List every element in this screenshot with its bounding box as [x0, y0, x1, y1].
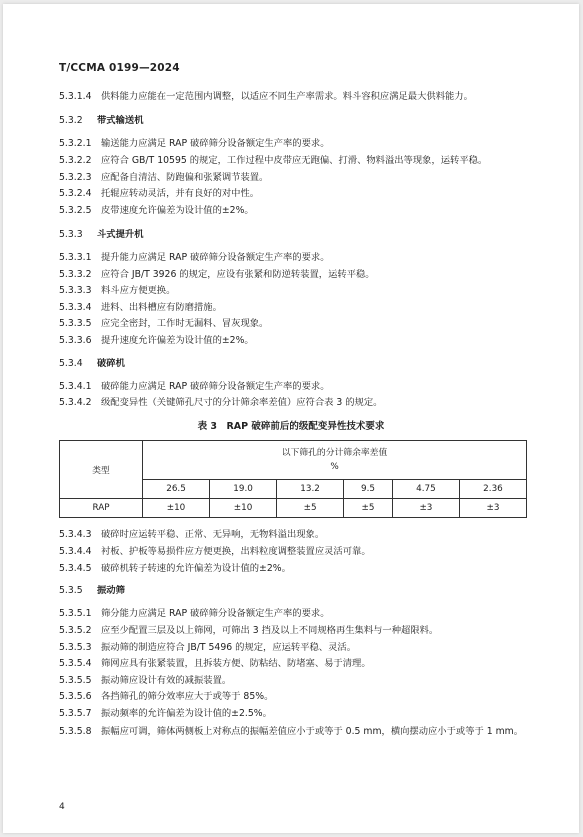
- clause-text: 应符合 GB/T 10595 的规定，工作过程中皮带应无跑偏、打滑、物料溢出等现象，运转平稳。: [101, 155, 488, 166]
- clause-5-3-5-5: [59, 674, 529, 687]
- clause-text: 振动筛的制造应符合 JB/T 5496 的规定，应运转平稳、灵活。: [101, 642, 356, 653]
- sieve-size-cell: 13.2: [277, 480, 344, 499]
- clause-number: 5.3.3.5: [59, 318, 92, 329]
- clause-number: 5.3.5.8: [59, 726, 92, 737]
- clause-text: 进料、出料槽应有防磨措施。: [101, 302, 222, 313]
- clause-5-3-5-6: [59, 690, 529, 703]
- value-cell: ±3: [392, 499, 459, 518]
- clause-5-3-3-2: [59, 268, 529, 281]
- section-heading-5-3-3: [59, 228, 529, 241]
- clause-text: 振动频率的允许偏差为设计值的±2.5%。: [101, 708, 272, 719]
- sieve-size-cell: 4.75: [392, 480, 459, 499]
- clause-number: 5.3.4.3: [59, 529, 92, 540]
- clause-5-3-1-4: [59, 90, 529, 103]
- clause-number: 5.3.2.5: [59, 205, 92, 216]
- clause-5-3-5-8: [59, 723, 529, 740]
- section-title: 带式输送机: [97, 115, 144, 126]
- clause-text: 应符合 JB/T 3926 的规定，应设有张紧和防逆转装置，运转平稳。: [101, 269, 375, 280]
- clause-number: 5.3.4.4: [59, 546, 92, 557]
- document-page: [3, 4, 579, 833]
- clause-number: 5.3.3.2: [59, 269, 92, 280]
- section-heading-5-3-5: [59, 584, 529, 597]
- clause-text: 皮带速度允许偏差为设计值的±2%。: [101, 205, 254, 216]
- clause-number: 5.3.5.3: [59, 642, 92, 653]
- clause-number: 5.3.3.3: [59, 285, 92, 296]
- clause-5-3-4-5: [59, 562, 529, 575]
- clause-5-3-4-4: [59, 545, 529, 558]
- clause-text: 各挡筛孔的筛分效率应大于或等于 85%。: [101, 691, 274, 702]
- clause-5-3-4-1: [59, 380, 529, 393]
- clause-number: 5.3.5.7: [59, 708, 92, 719]
- clause-text: 筛网应具有张紧装置，且拆装方便、防粘结、防堵塞、易于清理。: [101, 658, 371, 669]
- clause-5-3-2-5: [59, 204, 529, 217]
- clause-5-3-5-4: [59, 657, 529, 670]
- sieve-residue-header: [143, 441, 527, 480]
- clause-number: 5.3.2.1: [59, 138, 92, 149]
- sieve-size-cell: 26.5: [143, 480, 210, 499]
- clause-number: 5.3.4.5: [59, 563, 92, 574]
- sieve-size-cell: 19.0: [210, 480, 277, 499]
- clause-5-3-3-5: [59, 317, 529, 330]
- clause-5-3-3-3: [59, 284, 529, 297]
- clause-text: 提升速度允许偏差为设计值的±2%。: [101, 335, 254, 346]
- clause-number: 5.3.5.2: [59, 625, 92, 636]
- row-type-cell: RAP: [60, 499, 143, 518]
- clause-text: 应完全密封，工作时无漏料、冒灰现象。: [101, 318, 269, 329]
- section-heading-5-3-2: [59, 114, 529, 127]
- section-title: 斗式提升机: [97, 229, 144, 240]
- clause-5-3-2-3: [59, 171, 529, 184]
- clause-number: 5.3.5.4: [59, 658, 92, 669]
- section-number: 5.3.3: [59, 229, 83, 240]
- clause-text: 供料能力应能在一定范围内调整，以适应不同生产率需求。料斗容积应满足最大供料能力。: [101, 91, 473, 102]
- clause-5-3-5-7: [59, 707, 529, 720]
- clause-5-3-3-4: [59, 301, 529, 314]
- clause-number: 5.3.3.6: [59, 335, 92, 346]
- section-title: 振动筛: [97, 585, 125, 596]
- value-cell: ±5: [277, 499, 344, 518]
- sieve-size-cell: 2.36: [459, 480, 526, 499]
- value-cell: ±3: [459, 499, 526, 518]
- clause-number: 5.3.2.3: [59, 172, 92, 183]
- clause-text: 级配变异性（关键筛孔尺寸的分计筛余率差值）应符合表 3 的规定。: [101, 397, 383, 408]
- clause-5-3-2-2: [59, 154, 529, 167]
- clause-5-3-5-3: [59, 641, 529, 654]
- clause-number: 5.3.1.4: [59, 91, 92, 102]
- clause-number: 5.3.5.6: [59, 691, 92, 702]
- clause-5-3-5-1: [59, 607, 529, 620]
- clause-text: 应至少配置三层及以上筛网，可筛出 3 挡及以上不同规格再生集料与一种超限料。: [101, 625, 439, 636]
- clause-number: 5.3.3.1: [59, 252, 92, 263]
- clause-text: 输送能力应满足 RAP 破碎筛分设备额定生产率的要求。: [101, 138, 330, 149]
- clause-text: 托辊应转动灵活，并有良好的对中性。: [101, 188, 260, 199]
- clause-text: 破碎时应运转平稳、正常、无异响，无物料溢出现象。: [101, 529, 325, 540]
- clause-number: 5.3.4.1: [59, 381, 92, 392]
- clause-text: 应配备自清洁、防跑偏和张紧调节装置。: [101, 172, 269, 183]
- clause-text: 提升能力应满足 RAP 破碎筛分设备额定生产率的要求。: [101, 252, 330, 263]
- clause-5-3-4-2: [59, 396, 529, 409]
- section-title: 破碎机: [97, 358, 125, 369]
- section-number: 5.3.5: [59, 585, 83, 596]
- clause-5-3-3-6: [59, 334, 529, 347]
- clause-number: 5.3.2.4: [59, 188, 92, 199]
- value-cell: ±5: [344, 499, 393, 518]
- page-number: 4: [59, 802, 65, 812]
- grading-variability-table: [59, 440, 527, 518]
- sieve-residue-header-title: 以下筛孔的分计筛余率差值: [281, 448, 388, 458]
- clause-number: 5.3.3.4: [59, 302, 92, 313]
- clause-text: 振动筛应设计有效的减振装置。: [101, 675, 232, 686]
- clause-5-3-5-2: [59, 624, 529, 637]
- clause-text: 振幅应可调，筛体两侧板上对称点的振幅差值应小于或等于 0.5 mm，横向摆动应小于或等于 1 mm。: [101, 726, 524, 737]
- sieve-size-cell: 9.5: [344, 480, 393, 499]
- clause-text: 破碎机转子转速的允许偏差为设计值的±2%。: [101, 563, 291, 574]
- table-caption: 表 3 RAP 破碎前后的级配变异性技术要求: [197, 421, 385, 432]
- section-number: 5.3.2: [59, 115, 83, 126]
- clause-text: 破碎能力应满足 RAP 破碎筛分设备额定生产率的要求。: [101, 381, 330, 392]
- section-heading-5-3-4: [59, 357, 529, 370]
- clause-number: 5.3.4.2: [59, 397, 92, 408]
- clause-5-3-4-3: [59, 528, 529, 541]
- clause-5-3-2-4: [59, 187, 529, 200]
- clause-text: 衬板、护板等易损件应方便更换，出料粒度调整装置应灵活可靠。: [101, 546, 371, 557]
- clause-5-3-3-1: [59, 251, 529, 264]
- value-cell: ±10: [143, 499, 210, 518]
- section-number: 5.3.4: [59, 358, 83, 369]
- value-cell: ±10: [210, 499, 277, 518]
- clause-text: 筛分能力应满足 RAP 破碎筛分设备额定生产率的要求。: [101, 608, 330, 619]
- clause-number: 5.3.5.5: [59, 675, 92, 686]
- table-row: [60, 499, 527, 518]
- clause-number: 5.3.5.1: [59, 608, 92, 619]
- clause-number: 5.3.2.2: [59, 155, 92, 166]
- type-column-header: 类型: [60, 441, 143, 499]
- sieve-residue-header-unit: %: [330, 462, 339, 472]
- clause-5-3-2-1: [59, 137, 529, 150]
- clause-text: 料斗应方便更换。: [101, 285, 176, 296]
- standard-header: T/CCMA 0199—2024: [59, 62, 180, 74]
